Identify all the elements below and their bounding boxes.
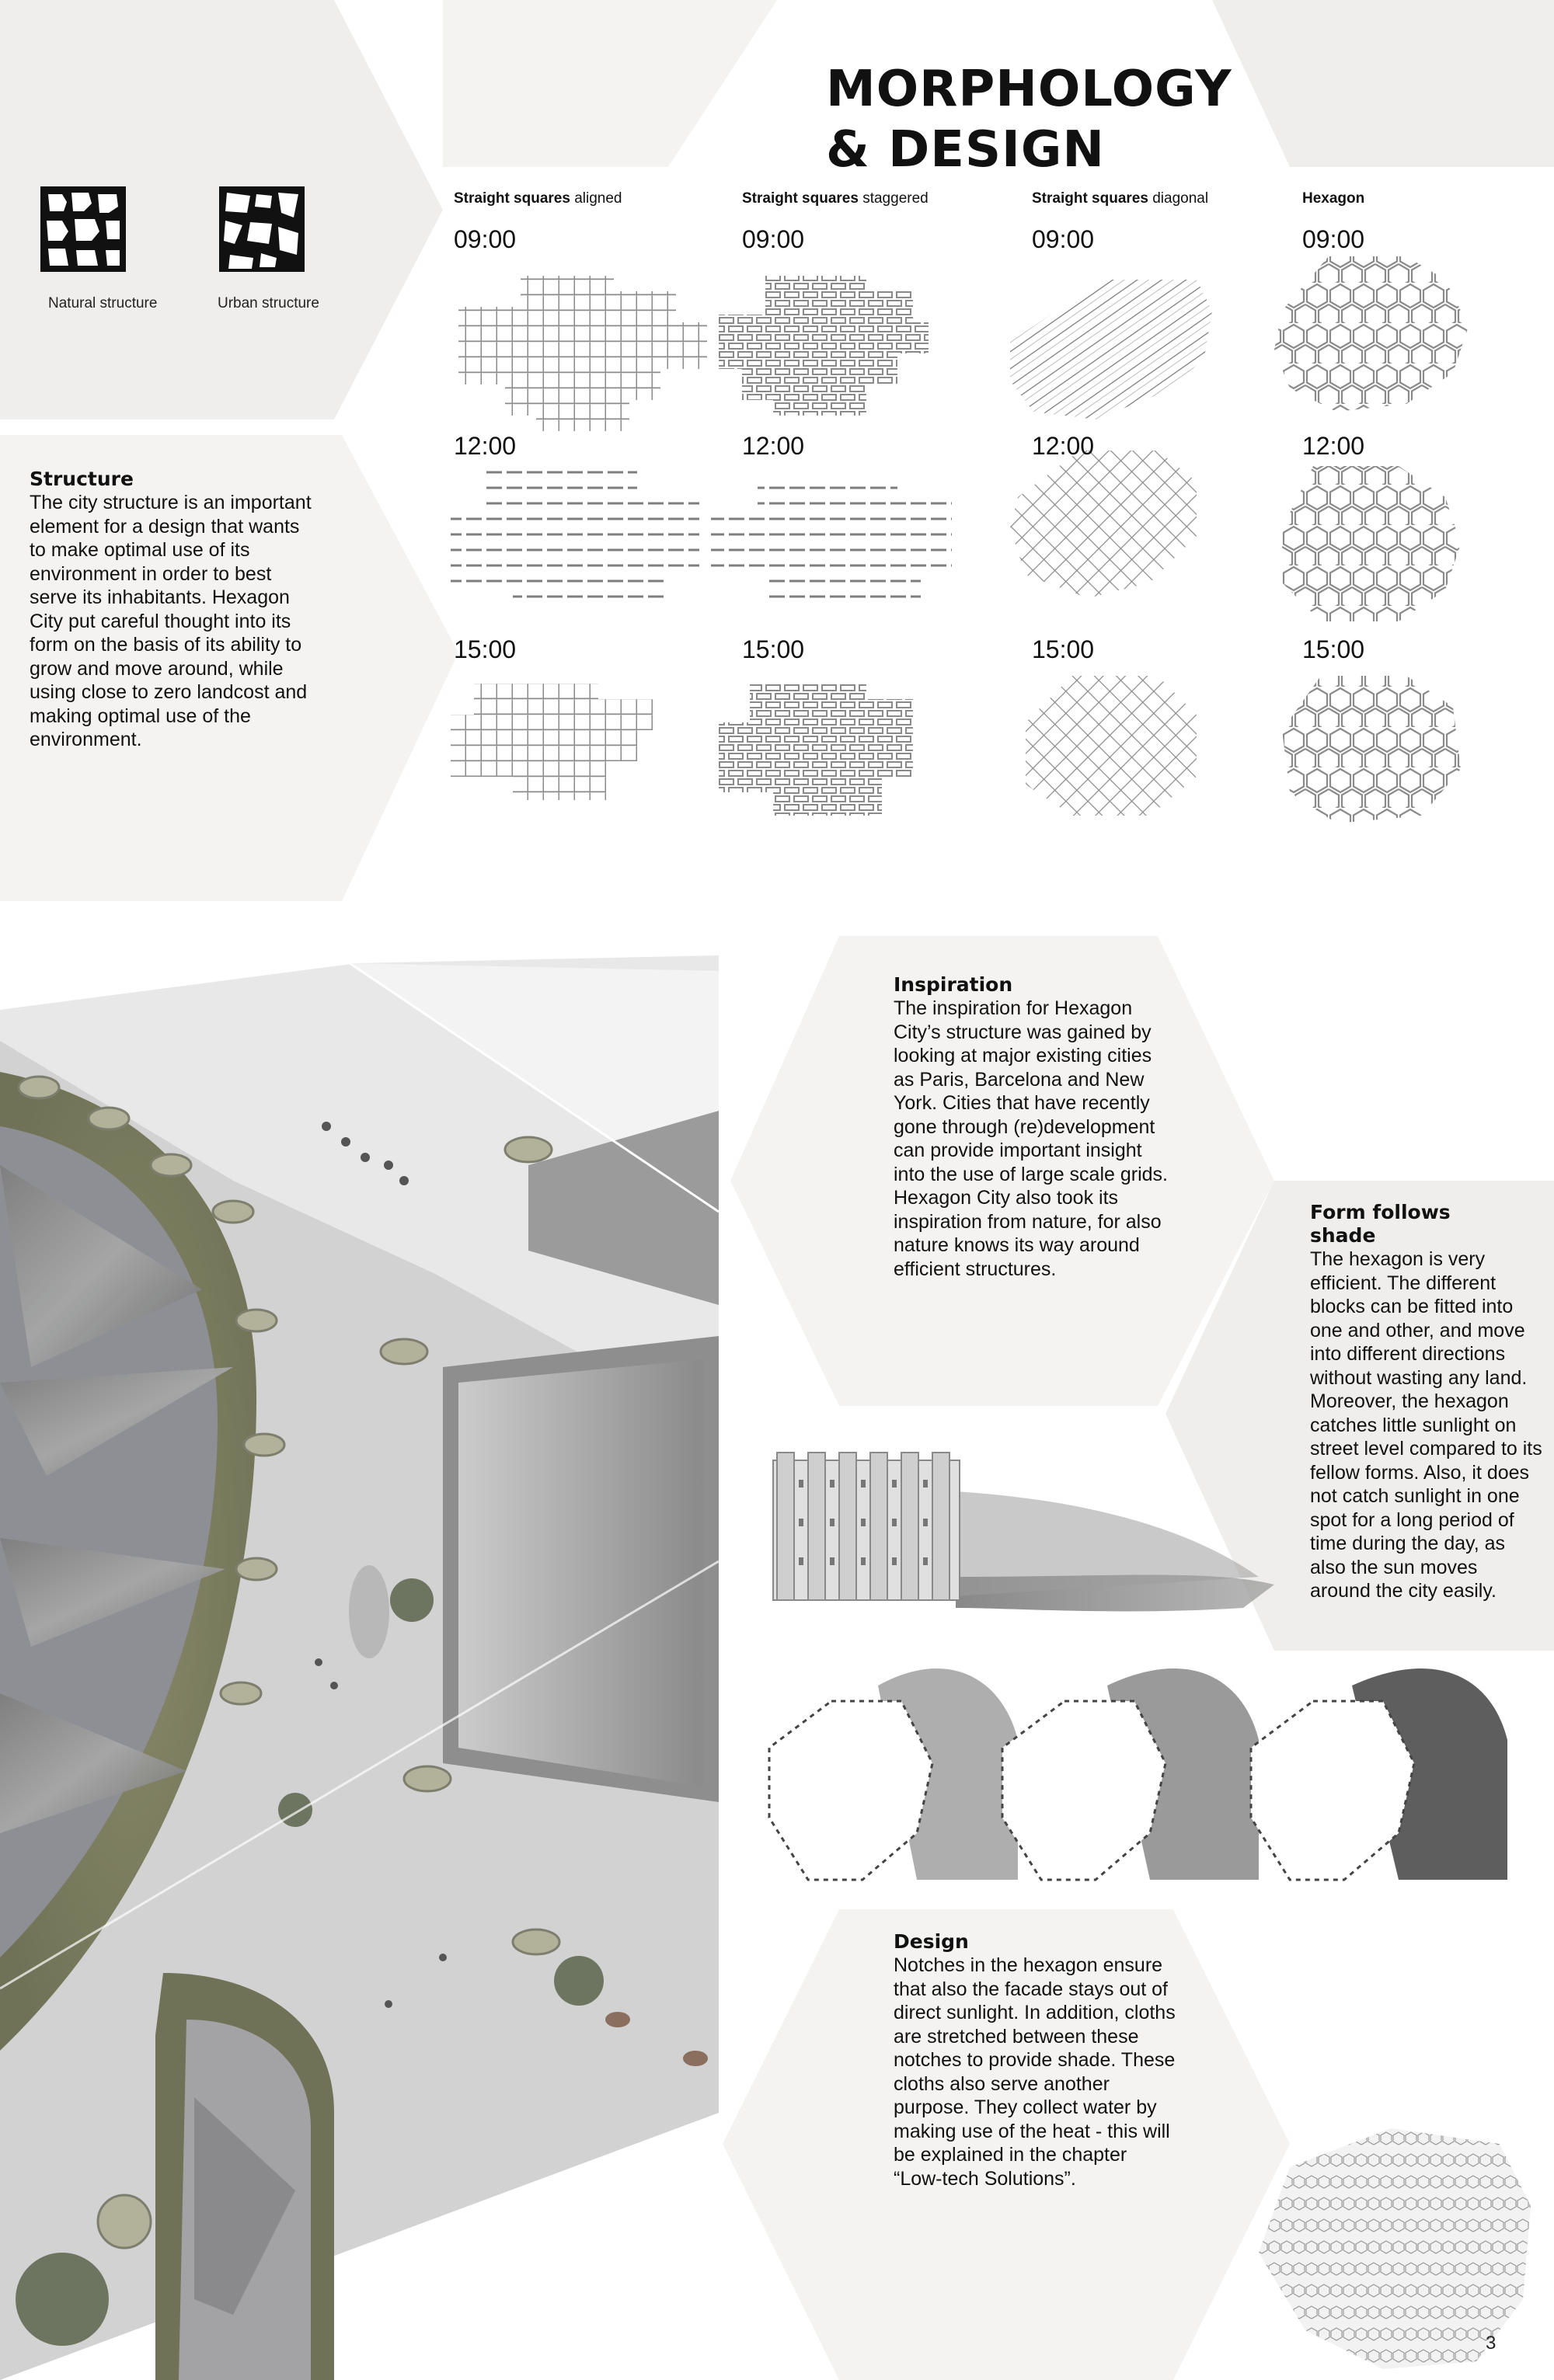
title-line-1: MORPHOLOGY xyxy=(826,61,1232,118)
hexagon-shadow-studies xyxy=(769,1668,1507,1880)
study-diagonal-1200 xyxy=(1010,451,1197,598)
study-aligned-1500 xyxy=(451,684,653,800)
time-label: 12:00 xyxy=(454,432,517,460)
study-hexagon-0900 xyxy=(1274,256,1469,412)
column-header-bold: Straight squares xyxy=(742,190,859,207)
column-header-light: diagonal xyxy=(1148,190,1209,207)
structure-heading: Structure xyxy=(30,468,134,490)
study-diagonal-0900 xyxy=(1010,280,1212,419)
design-section xyxy=(894,1930,1177,2190)
page-number: 3 xyxy=(1486,2333,1497,2354)
column-header-aligned xyxy=(454,190,622,207)
study-aligned-1200 xyxy=(451,466,699,606)
urban-structure-icon xyxy=(219,186,305,272)
study-aligned-0900 xyxy=(458,276,707,431)
title-line-2: & DESIGN xyxy=(826,121,1105,179)
time-label: 12:00 xyxy=(742,432,805,460)
structure-body: The city structure is an important element for a design that wants to make optimal use of its environment in order to best serve its inhabitants. Hexagon City put careful thought into its form on the basis of its ability to grow and move around, while using close to zero landcost and making optimal use of the environment. xyxy=(30,492,312,750)
design-body: Notches in the hexagon ensure that also the facade stays out of direct sunlight. In addition, cloths are stretched between these notches to provide shade. These cloths also serve another purpose. They collect water by making use of the heat - this will be explained in the chapter “Low-tech Solutions”. xyxy=(894,1954,1176,2190)
structure-section xyxy=(30,468,317,752)
aerial-render xyxy=(0,955,719,2380)
study-staggered-1500 xyxy=(719,684,913,816)
study-staggered-0900 xyxy=(719,276,929,416)
time-label: 15:00 xyxy=(1302,635,1365,663)
inspiration-body: The inspiration for Hexagon City’s structure was gained by looking at major existing cities as Paris, Barcelona and New York. Cities that have recently gone through (re)development can provide important insight into the use of large scale grids. Hexagon City also took its inspiration from nature, for also nature knows its way around efficient structures. xyxy=(894,997,1168,1280)
form-heading-line-1: Form follows xyxy=(1310,1201,1451,1223)
form-body: The hexagon is very efficient. The different blocks can be fitted into one and other, and move into different directions without wasting any land. Moreover, the hexagon catches little sunlight on street level compared to its fellow forms. Also, it does not catch sunlight in one spot for a long period of time during the day, as also the sun moves around the city easily. xyxy=(1310,1248,1542,1602)
form-follows-shade-section xyxy=(1310,1201,1543,1603)
page-title xyxy=(826,59,1232,180)
study-diagonal-1500 xyxy=(1026,676,1197,816)
form-heading-line-2: shade xyxy=(1310,1224,1376,1247)
time-label: 15:00 xyxy=(454,635,517,663)
column-header-staggered xyxy=(742,190,929,207)
study-staggered-1200 xyxy=(711,474,952,606)
natural-structure-icon xyxy=(40,186,126,272)
time-label: 12:00 xyxy=(1032,432,1095,460)
study-hexagon-1500 xyxy=(1282,676,1461,823)
urban-structure-label: Urban structure xyxy=(218,295,319,311)
column-header-light: aligned xyxy=(570,190,622,207)
column-header-bold: Straight squares xyxy=(454,190,570,207)
time-label: 12:00 xyxy=(1302,432,1365,460)
natural-structure-label: Natural structure xyxy=(48,295,158,311)
column-header-hexagon xyxy=(1302,190,1364,207)
time-label: 15:00 xyxy=(742,635,805,663)
study-hexagon-1200 xyxy=(1282,466,1461,621)
inspiration-heading: Inspiration xyxy=(894,973,1013,996)
column-header-diagonal xyxy=(1032,190,1208,207)
design-heading: Design xyxy=(894,1930,969,1953)
time-label: 09:00 xyxy=(1032,225,1095,253)
time-label: 09:00 xyxy=(454,225,517,253)
column-header-bold: Straight squares xyxy=(1032,190,1148,207)
column-header-bold: Hexagon xyxy=(1302,190,1365,207)
time-label: 15:00 xyxy=(1032,635,1095,663)
time-label: 09:00 xyxy=(1302,225,1365,253)
inspiration-section xyxy=(894,973,1173,1281)
time-label: 09:00 xyxy=(742,225,805,253)
column-header-light: staggered xyxy=(858,190,929,207)
